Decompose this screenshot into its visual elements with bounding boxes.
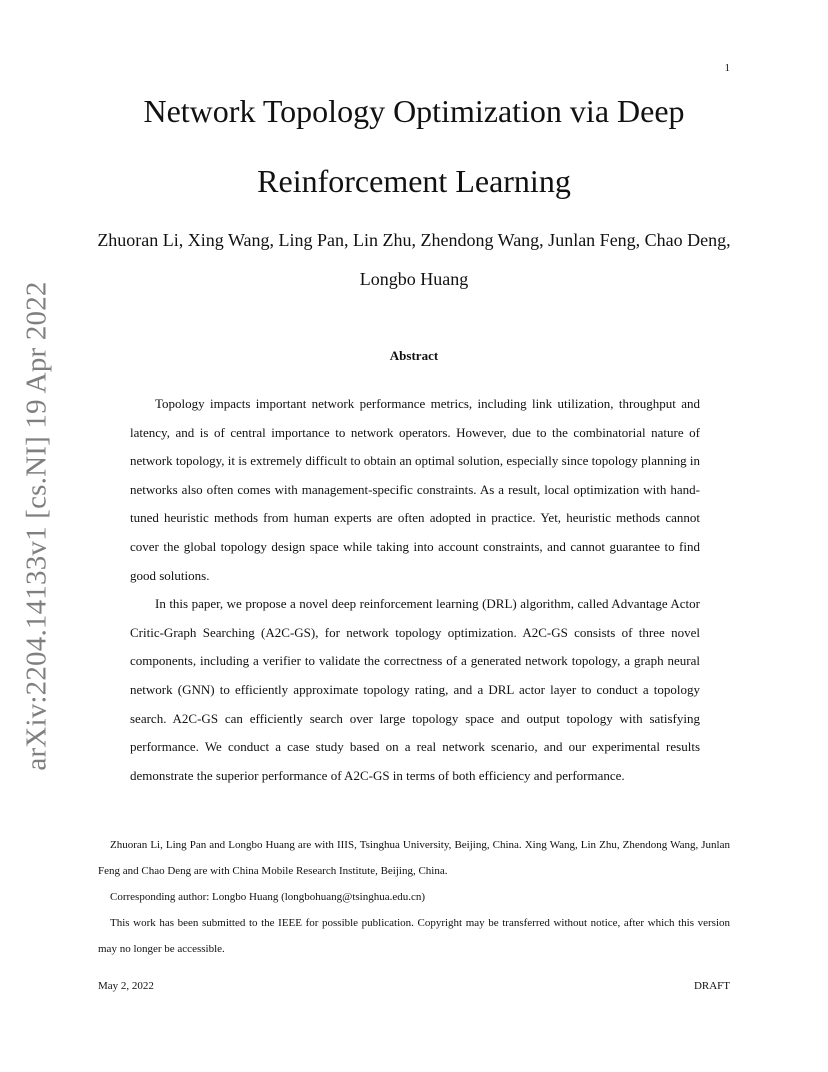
abstract-paragraph: Topology impacts important network performance metrics, including link utilization, throughput and latency, and is of central importance to network operators. However, due to the combinatorial nature of network topology, it is extremely difficult to obtain an optimal solution, especially since topology planning in networks also often comes with management-specific constraints. As a result, local optimization with hand-tuned heuristic methods from human experts are often adopted in practice. Yet, heuristic methods cannot cover the global topology design space while taking into account constraints, and cannot guarantee to find good solutions. (130, 396, 700, 583)
abstract-body (130, 390, 700, 790)
affiliation-footnote: Zhuoran Li, Ling Pan and Longbo Huang are with IIIS, Tsinghua University, Beijing, China. Xing Wang, Lin Zhu, Zhendong Wang, Junlan Feng and Chao Deng are with China Mobile Research Institute, Beijing, China. (98, 839, 730, 877)
corresponding-author-footnote: Corresponding author: Longbo Huang (longbohuang@tsinghua.edu.cn) (110, 891, 426, 903)
page-number: 1 (724, 62, 730, 74)
author-list: Zhuoran Li, Xing Wang, Ling Pan, Lin Zhu, Zhendong Wang, Junlan Feng, Chao Deng, Longbo Huang (97, 230, 731, 289)
paper-title: Network Topology Optimization via Deep Reinforcement Learning (143, 93, 685, 199)
footnotes (98, 832, 730, 962)
abstract-paragraph: In this paper, we propose a novel deep reinforcement learning (DRL) algorithm, called Advantage Actor Critic-Graph Searching (A2C-GS), for network topology optimization. A2C-GS consists of three novel components, including a verifier to validate the correctness of a generated network topology, a graph neural network (GNN) to efficiently approximate topology rating, and a DRL actor layer to conduct a topology search. A2C-GS can efficiently search over large topology space and output topology with satisfying performance. We conduct a case study based on a real network scenario, and our experimental results demonstrate the superior performance of A2C-GS in terms of both efficiency and performance. (130, 596, 700, 783)
abstract-heading: Abstract (389, 348, 439, 363)
copyright-footnote: This work has been submitted to the IEEE for possible publication. Copyright may be transferred without notice, after which this version may no longer be accessible. (98, 917, 730, 955)
footer-draft-label: DRAFT (693, 980, 730, 992)
arxiv-identifier-stamp: arXiv:2204.14133v1 [cs.NI] 19 Apr 2022 (20, 281, 53, 771)
footer-date: May 2, 2022 (98, 980, 154, 992)
